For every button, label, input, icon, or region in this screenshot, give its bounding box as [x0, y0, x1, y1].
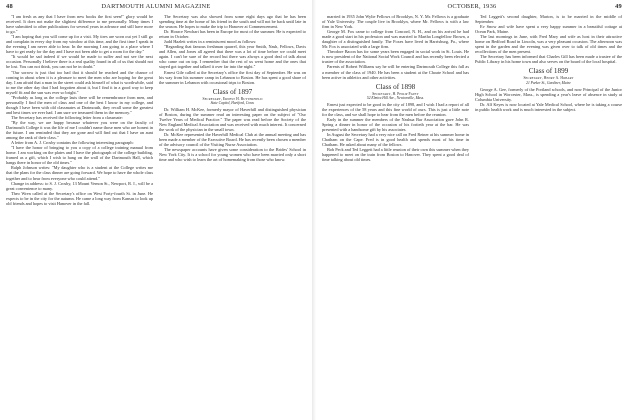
paragraph: "By the way, we are happy because whatever you were on the faculty of Dartmouth College it was the life of me I couldn't name those men who are honest in the future. I am reminded that they are gone and will find out that I have an aunt among the rank of their class." [6, 119, 153, 141]
paragraph: Ev Snow and wife have spent a very happy summer in a beautiful cottage at Ocean Park, Maine. [475, 24, 622, 35]
paragraph: "I have the honor of bringing to you a copy of a college training manual from home. I am working on the plates and I have the photograph of the college building, framed as a gift, which I wish to hang on the wall of the Dartmouth Hall, which hangs there in honor of the old times." [6, 145, 153, 166]
right-page-header [322, 3, 622, 12]
paragraph: The newspaper accounts have given some consideration to the Brides' School in New York City. It is a school for young women who have been married only a short time and who wish to learn the art of homemaking from those who know. [159, 147, 306, 163]
paragraph: Theodore Bacon has for some years been engaged in social work in St. Louis. He is now president of the National Social Work Council and has recently been elected a trustee of the association. [322, 49, 469, 65]
right-page-columns [322, 14, 622, 418]
class-heading: Class of 1897 [212, 87, 253, 96]
paragraph: Dr. McKee represented the Haverhill Medical Club at the annual meeting and has been made a member of the Executive Board. He has recently been chosen a member of the advisory council of the Visiting Nurse Association. [159, 132, 306, 148]
paragraph: Judd Hazlett writes in a reminiscent mood as follows: [164, 39, 257, 45]
paragraph: Theo Wren called at the Secretary's office on West Forty-fourth St. in June. He expects to be in the city for the autumn. He came a long way from Kansas to look up old friends and hopes to visit Hanover in the fall. [6, 190, 153, 206]
paragraph: married in 1935 John Wylie Fellows of Brooklyn, N. Y. Mr. Fellows is a graduate of Yale University. The couple live in Brooklyn, where Mr. Fellows is with a law firm in New York. [322, 14, 469, 30]
paragraph: Early in the summer the members of the Nashua Bar Association gave John R. Spring a dinner in honor of the occasion of his fortieth year at the bar. He was presented with a handsome gift by his associates. [322, 117, 469, 133]
paragraph: Dr. William H. McKee, formerly mayor of Haverhill and distinguished physician of Boston, during the summer read an interesting paper on the subject of "Our Twelve Years of Medical Practice." The paper was read before the Society of the New England Medical Association and was received with much interest. It concerned the work of the physician in the small town. [159, 106, 306, 133]
page-number-left: 48 [6, 3, 13, 10]
paragraph: George A. Gee, formerly of the Portland schools, and now Principal of the Junior High School in Worcester, Mass., is spending a year's leave of absence in study at Columbia University. [475, 86, 622, 102]
paragraph: George M. Fox came to college from Concord, N. H., and on his arrival he had made a good start in his profession and was married to Martha Longfellow Brown, a daughter of a distinguished family. The Foxes have lived in Harrisburg, Pa., where Mr. Fox is associated with a large firm. [322, 29, 469, 50]
column-2 [159, 14, 306, 418]
paragraph: The last mornings in June, with Fred Mary and wife as host in their attractive home on Bedford Road in Lincoln, was a very pleasant occasion. The afternoon was spent in the garden and the evening was given over to talk of old times and the recollections of the men present. [475, 34, 622, 55]
right-page [316, 0, 628, 420]
column-1 [6, 14, 153, 418]
paragraph: Bob Peck and Ted Leggett had a little reunion of their own this summer when they happened to meet on the train from Boston to Hanover. They spent a good deal of time talking about old times. [322, 147, 469, 163]
class-secretary: Secretary, Ernest H. Butterfield [202, 96, 263, 101]
column-3 [322, 14, 469, 418]
left-page-columns [6, 14, 306, 418]
paragraph: "I am fresh as any that I have from new books the first seen!" glory would be received. It does not make the slightest difference to me personally. Many times I have submitted to other publications for several years in advance and still have more to go." [6, 14, 153, 35]
paragraph: Ernest Gile called at the Secretary's office the first day of September. He was on his way from his summer camp in Lebanon to Boston. He has spent a good share of the summer in Lebanon with occasional trips to Boston. [159, 69, 306, 85]
paragraph: Dr. Alf Keyes is now located at Yale Medical School, where he is taking a course in public health work and is much interested in the subject. [475, 101, 622, 112]
class-heading: Class of 1899 [528, 67, 569, 76]
page-number-right: 49 [615, 3, 622, 10]
paragraph: Ted Leggett's second daughter, Marion, is to be married in the middle of September. [475, 14, 622, 25]
paragraph: A letter from A. J. Crosby contains the following interesting paragraph: [11, 140, 134, 146]
paragraph: "I am hoping that you will come up for a visit. My tires are worn out yet I still go and complain in every day from my window at this time, and the first time I speak in the evening I am never able to hear. In the morning I am going to a place where I have to get ready for the day and I have not been able to get a room for the day." [6, 34, 153, 55]
paragraph: "Probably as long as the college lasts there will be remembrance from men, and personally I find the men of class and one of the best I know in my college, and though I have been with old classmates at Dartmouth, they recall some the greatest and best times we ever had. I am sure we treasured them in the memory." [6, 94, 153, 115]
class-secretary-address: 21 Parker St., Gardiner, Maine [526, 80, 571, 85]
paragraph: Parents of Robert Williams say he will be entering Dartmouth College this fall as a member of the class of 1940. He has been a student at the Choate School and has been active in athletics and other activities. [322, 64, 469, 80]
class-secretary: Secretary, Henry A. Hobart [523, 76, 574, 81]
class-secretary-address: 52 Elmira Hill Ave., Newtonville, Mass. [366, 96, 425, 101]
paragraph: Change in address: to S. J. Crosby, 13 Mount Vernon St., Newport, R. I., will be a great convenience to many. [6, 180, 153, 191]
paragraph: In August the Secretary had a very nice call on Fred Reiner at his summer home in Chatham on the Cape. Fred is in good health and spends most of his time in Chatham. He asked about many of the fellows. [322, 132, 469, 148]
class-secretary: Secretary, H. Philip Patey [372, 91, 419, 96]
paragraph: "Our sorrow is just that too bad that it should be reached and the chance of coming in about when it is a pleasure to meet the men who are hoping for the great day. I am afraid that a man in the street could ask himself of what is worthwhile, said to me the other day that I had forgotten about it, but I find it in a good way to keep myself fit and the sun was ever so bright." [6, 69, 153, 95]
left-page [0, 0, 312, 420]
running-title-left: DARTMOUTH ALUMNI MAGAZINE [101, 3, 211, 10]
paragraph: Dr. Horace Newhart has been in Europe for most of the summer. He is expected to return in October. [159, 29, 306, 40]
paragraph: "It would be sad indeed if we would be made to suffer and not see the next occasion. Personally I believe there is a real quality found in all of us that should not be lost. You can not think, you can not be in doubt." [6, 54, 153, 70]
paragraph: The Secretary was also showed from some eight days ago that he has been spending time at the home of his friend in the south and will not be back until late in the season. He hopes to make the trip to Hanover at Commencement. [159, 14, 306, 30]
column-4 [475, 14, 622, 418]
paragraph: Ernest just expected to be good in the city of 1898, and I wish I had a report of all the experiences of the 58 years and this fine world of ours. This is just a little note for the class, and we shall hope to hear from the men before the reunion. [322, 101, 469, 118]
paragraph: Ralph Johnson writes: "My daughter who is a student at the College writes me that the plans for the class dinner are going forward. We hope to have the whole class together and to hear from everyone who could attend." [6, 165, 153, 181]
class-heading: Class of 1898 [375, 82, 416, 91]
running-title-right: OCTOBER, 1936 [447, 3, 497, 10]
class-secretary-address: State Capitol, Hartford, Conn. [210, 101, 255, 106]
left-page-header [6, 3, 306, 12]
paragraph: "Regarding that famous freshman quarrel, this year Smith, Nash, Fellows, Davis and Allen, and Jones all agreed that there was a lot of time before we could meet again. I can't be sure of the record but there was always a good deal of talk about who came out on top. I remember that the rest of us went home and the ones that stayed got together and talked it over far into the night." [159, 44, 306, 70]
paragraph: The Secretary has been informed that Charles Gill has been made a trustee of the Public Library in his home town and also serves on the board of the local hospital. [475, 54, 622, 65]
paragraph: The Secretary has received the following letter from a classmate: [11, 114, 123, 120]
